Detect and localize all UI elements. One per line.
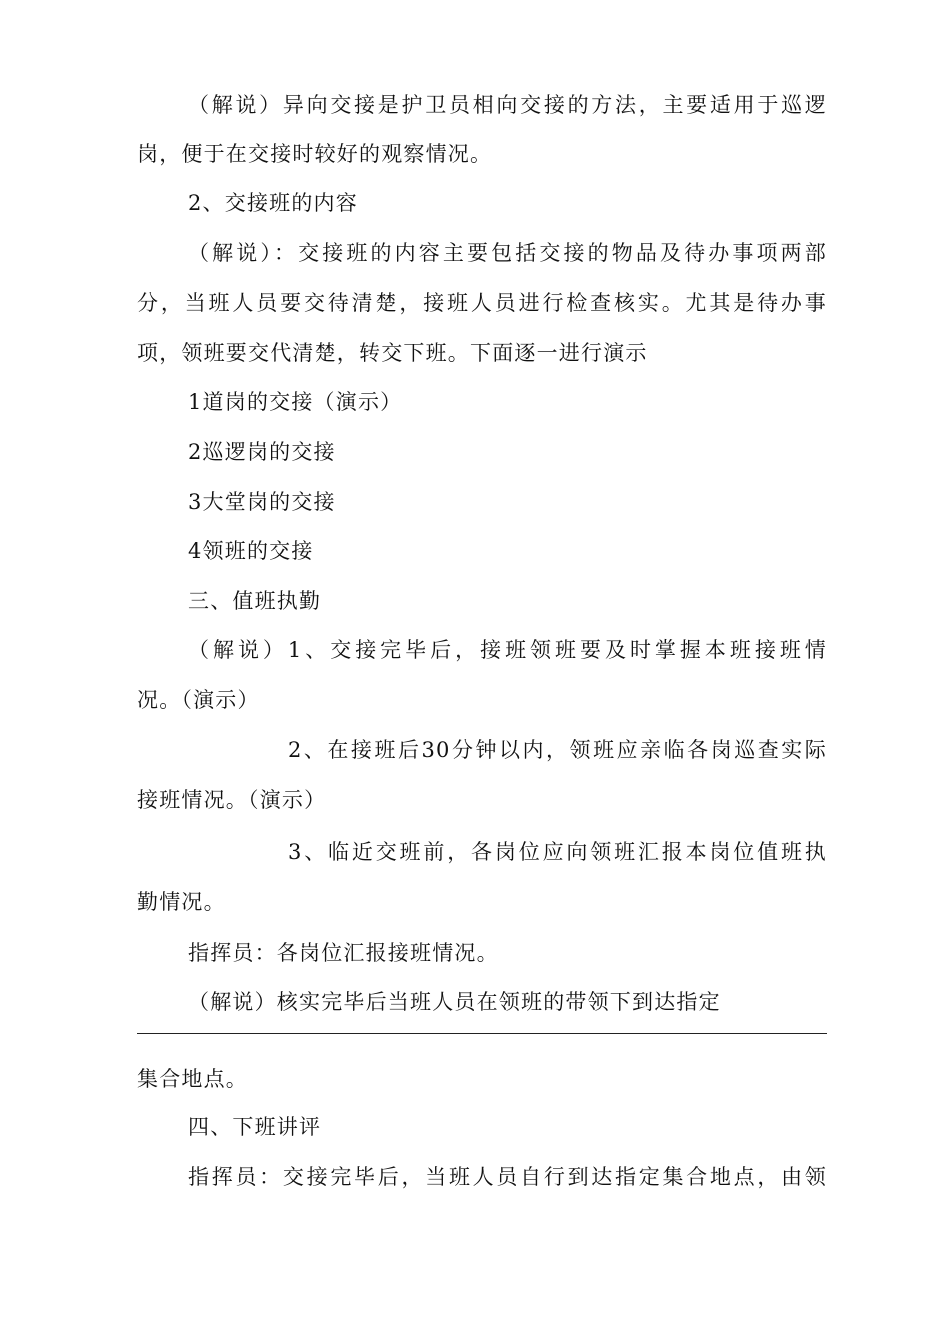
paragraph-line: 项，领班要交代清楚，转交下班。下面逐一进行演示: [137, 341, 648, 365]
paragraph-line: 岗，便于在交接时较好的观察情况。: [137, 142, 493, 166]
list-item: 3大堂岗的交接: [188, 490, 336, 514]
paragraph-line: 分，当班人员要交待清楚，接班人员进行检查核实。尤其是待办事: [137, 291, 827, 315]
paragraph-line: 3、临近交班前，各岗位应向领班汇报本岗位值班执: [288, 840, 827, 864]
paragraph-line: 接班情况。（演示）: [137, 788, 327, 812]
divider-line: [137, 1033, 827, 1034]
paragraph-line: （解说）核实完毕后当班人员在领班的带领下到达指定: [188, 990, 721, 1014]
section-heading: 三、值班执勤: [188, 589, 322, 613]
paragraph-line: （解说）1、交接完毕后，接班领班要及时掌握本班接班情: [188, 638, 827, 662]
section-heading: 四、下班讲评: [188, 1115, 322, 1139]
paragraph-line: 况。（演示）: [137, 688, 260, 712]
paragraph-line: 集合地点。: [137, 1067, 248, 1091]
section-heading: 2、交接班的内容: [188, 191, 358, 215]
paragraph-line: （解说）异向交接是护卫员相向交接的方法，主要适用于巡逻: [188, 93, 827, 117]
list-item: 4领班的交接: [188, 539, 314, 563]
paragraph-line: 勤情况。: [137, 890, 226, 914]
paragraph-line: 指挥员：交接完毕后，当班人员自行到达指定集合地点，由领: [188, 1165, 827, 1189]
list-item: 1道岗的交接（演示）: [188, 390, 403, 414]
list-item: 2巡逻岗的交接: [188, 440, 336, 464]
paragraph-line: 2、在接班后30分钟以内，领班应亲临各岗巡查实际: [288, 738, 827, 762]
paragraph-line: 指挥员：各岗位汇报接班情况。: [188, 941, 499, 965]
paragraph-line: （解说）：交接班的内容主要包括交接的物品及待办事项两部: [188, 241, 827, 265]
